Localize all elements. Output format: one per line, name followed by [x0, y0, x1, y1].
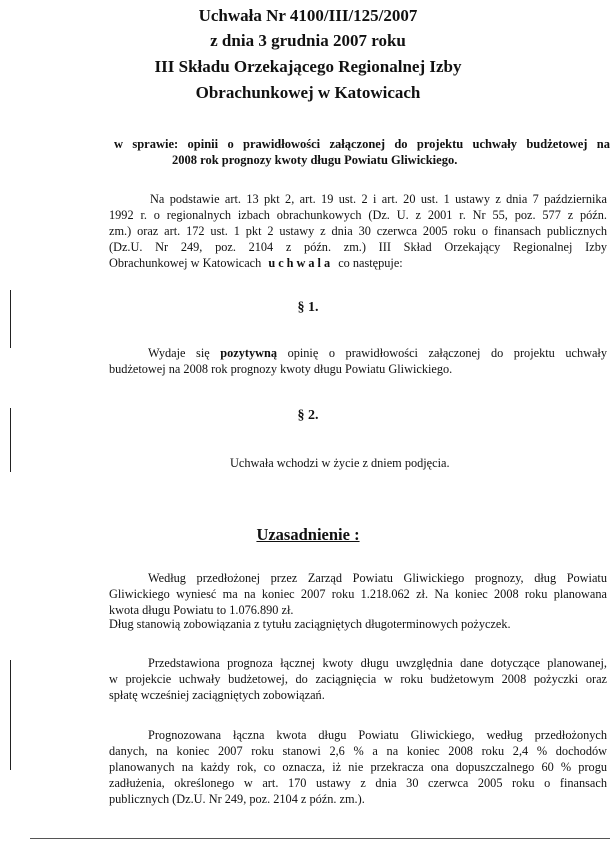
justification-p1-line-1: Według przedłożonej przez Zarząd Powiatu Gliwickiego prognozy, dług Powiatu [148, 571, 607, 585]
justification-p3-line-3: planowanych na każdy rok, co oznacza, iż nie przekracza ona dopuszczalnego 60 % progu [109, 760, 607, 774]
preamble-line-2: 1992 r. o regionalnych izbach obrachunkowych (Dz. U. z 2001 r. Nr 55, poz. 577 z późn. [109, 208, 607, 222]
preamble-line-5-start: Obrachunkowej w Katowicach [109, 256, 262, 270]
subject-line-1: w sprawie: opinii o prawidłowości załączonej do projektu uchwały budżetowej na [114, 137, 610, 151]
justification-p2-line-3: spłatę wcześniej zaciągniętych zobowiązań. [109, 688, 325, 702]
resolution-number: Uchwała Nr 4100/III/125/2007 [198, 6, 418, 25]
justification-p3-line-5: publicznych (Dz.U. Nr 249, poz. 2104 z późn. zm.). [109, 792, 365, 806]
section-2-symbol: § 2. [297, 408, 319, 423]
resolves-keyword: uchwala [268, 256, 334, 270]
justification-p3-line-1: Prognozowana łączna kwota długu Powiatu Gliwickiego, według przedłożonych [148, 728, 607, 742]
justification-p3-line-4: zadłużenia, określonego w art. 170 ustawy z dnia 30 czerwca 2005 roku o finansach [109, 776, 607, 790]
justification-title: Uzasadnienie : [256, 525, 360, 544]
justification-p1-line-4: Dług stanowią zobowiązania z tytułu zaciągniętych długoterminowych pożyczek. [109, 617, 511, 631]
justification-p1-line-3: kwota długu Powiatu to 1.076.890 zł. [109, 603, 294, 617]
section-2-text: Uchwała wchodzi w życie z dniem podjęcia. [230, 456, 450, 470]
positive-opinion: pozytywną [220, 346, 277, 360]
preamble-line-3: zm.) oraz art. 172 ust. 1 pkt 2 ustawy z dnia 30 czerwca 2005 roku o finansach publicznych [109, 224, 607, 238]
section-1-line-2: budżetowej na 2008 rok prognozy kwoty długu Powiatu Gliwickiego. [109, 362, 453, 376]
resolution-date: z dnia 3 grudnia 2007 roku [210, 31, 406, 50]
justification-p1-line-2: Gliwickiego wyniesć ma na koniec 2007 roku 1.218.062 zł. Na koniec 2008 roku planowana [109, 587, 607, 601]
preamble-line-4: (Dz.U. Nr 249, poz. 2104 z późn. zm.) III Skład Orzekający Regionalnej Izby [109, 240, 607, 254]
scan-mark-left-3 [10, 660, 11, 770]
section-1-line-1-after: opinię o prawidłowości załączonej do projektu uchwały [287, 346, 608, 360]
preamble-line-1: Na podstawie art. 13 pkt 2, art. 19 ust. 2 i art. 20 ust. 1 ustawy z dnia 7 października [150, 192, 607, 206]
subject-line-2: 2008 rok prognozy kwoty długu Powiatu Gliwickiego. [172, 153, 458, 167]
justification-p2-line-2: w projekcie uchwały budżetowej, do zaciągnięcia w roku budżetowym 2008 pożyczki oraz [109, 672, 607, 686]
preamble-line-5 [109, 256, 403, 272]
section-1-line-1-before: Wydaje się [148, 346, 210, 360]
issuing-body-line-2: Obrachunkowej w Katowicach [195, 83, 421, 102]
justification-p3-line-2: danych, na koniec 2007 roku stanowi 2,6 % a na koniec 2008 roku 2,4 % dochodów [109, 744, 607, 758]
section-1-symbol: § 1. [297, 300, 319, 315]
justification-p2-line-1: Przedstawiona prognoza łącznej kwoty długu uwzględnia dane dotyczące planowanej, [148, 656, 607, 670]
issuing-body-line-1: III Składu Orzekającego Regionalnej Izby [154, 57, 462, 76]
preamble-line-5-end: co następuje: [338, 256, 403, 270]
scan-mark-bottom [30, 838, 610, 839]
section-1-line-1 [148, 346, 607, 362]
scan-mark-left-1 [10, 290, 11, 348]
scan-mark-left-2 [10, 408, 11, 472]
